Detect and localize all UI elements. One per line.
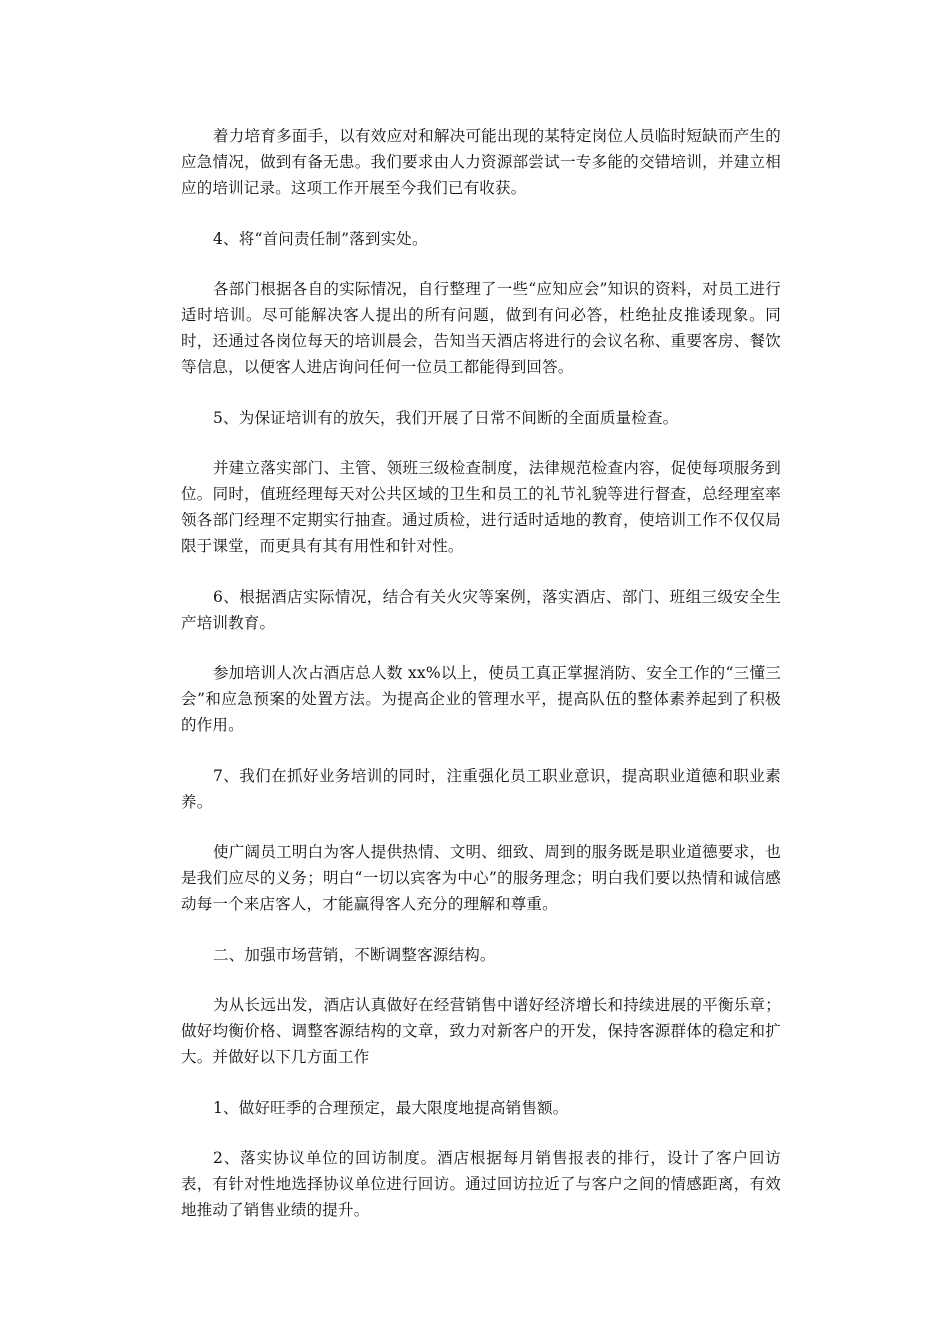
document-body: [181, 123, 781, 1248]
paragraph-cross-training: 着力培育多面手，以有效应对和解决可能出现的某特定岗位人员临时短缺而产生的应急情况，做到有备无患。我们要求由人力资源部尝试一专多能的交错培训，并建立相应的培训记录。这项工作开展至今我们已有收获。: [181, 127, 781, 197]
heading-peak-season-booking: 1、做好旺季的合理预定，最大限度地提高销售额。: [213, 1098, 569, 1117]
paragraph-safety-training-detail: 参加培训人次占酒店总人数 xx%以上，使员工真正掌握消防、安全工作的“三懂三会”和应急预案的处置方法。为提高企业的管理水平，提高队伍的整体素养起到了积极的作用。: [181, 664, 781, 734]
heading-safety-training: 6、根据酒店实际情况，结合有关火灾等案例，落实酒店、部门、班组三级安全生产培训教育。: [181, 587, 781, 632]
heading-marketing: 二、加强市场营销，不断调整客源结构。: [213, 945, 496, 964]
heading-professional-ethics: 7、我们在抓好业务培训的同时，注重强化员工职业意识，提高职业道德和职业素养。: [181, 766, 781, 811]
heading-quality-inspection: 5、为保证培训有的放矢，我们开展了日常不间断的全面质量检查。: [213, 408, 679, 427]
paragraph-marketing-strategy: 为从长远出发，酒店认真做好在经营销售中谱好经济增长和持续进展的平衡乐章；做好均衡价格、调整客源结构的文章，致力对新客户的开发，保持客源群体的稳定和扩大。并做好以下几方面工作: [181, 996, 781, 1066]
paragraph-department-training: 各部门根据各自的实际情况，自行整理了一些“应知应会”知识的资料，对员工进行适时培训。尽可能解决客人提出的所有问题，做到有问必答，杜绝扯皮推诿现象。同时，还通过各岗位每天的培训晨会，告知当天酒店将进行的会议名称、重要客房、餐饮等信息，以便客人进店询问任何一位员工都能得到回答。: [181, 280, 781, 376]
paragraph-inspection-system: 并建立落实部门、主管、领班三级检查制度，法律规范检查内容，促使每项服务到位。同时，值班经理每天对公共区域的卫生和员工的礼节礼貌等进行督查，总经理室率领各部门经理不定期实行抽查。通过质检，进行适时适地的教育，使培训工作不仅仅局限于课堂，而更具有其有用性和针对性。: [181, 459, 781, 555]
paragraph-service-philosophy: 使广阔员工明白为客人提供热情、文明、细致、周到的服务既是职业道德要求，也是我们应尽的义务；明白“一切以宾客为中心”的服务理念；明白我们要以热情和诚信感动每一个来店客人，才能赢得客人充分的理解和尊重。: [181, 843, 781, 913]
heading-first-inquiry-responsibility: 4、将“首问责任制”落到实处。: [213, 229, 428, 248]
paragraph-client-follow-up: 2、落实协议单位的回访制度。酒店根据每月销售报表的排行，设计了客户回访表，有针对性地选择协议单位进行回访。通过回访拉近了与客户之间的情感距离，有效地推动了销售业绩的提升。: [181, 1149, 781, 1219]
